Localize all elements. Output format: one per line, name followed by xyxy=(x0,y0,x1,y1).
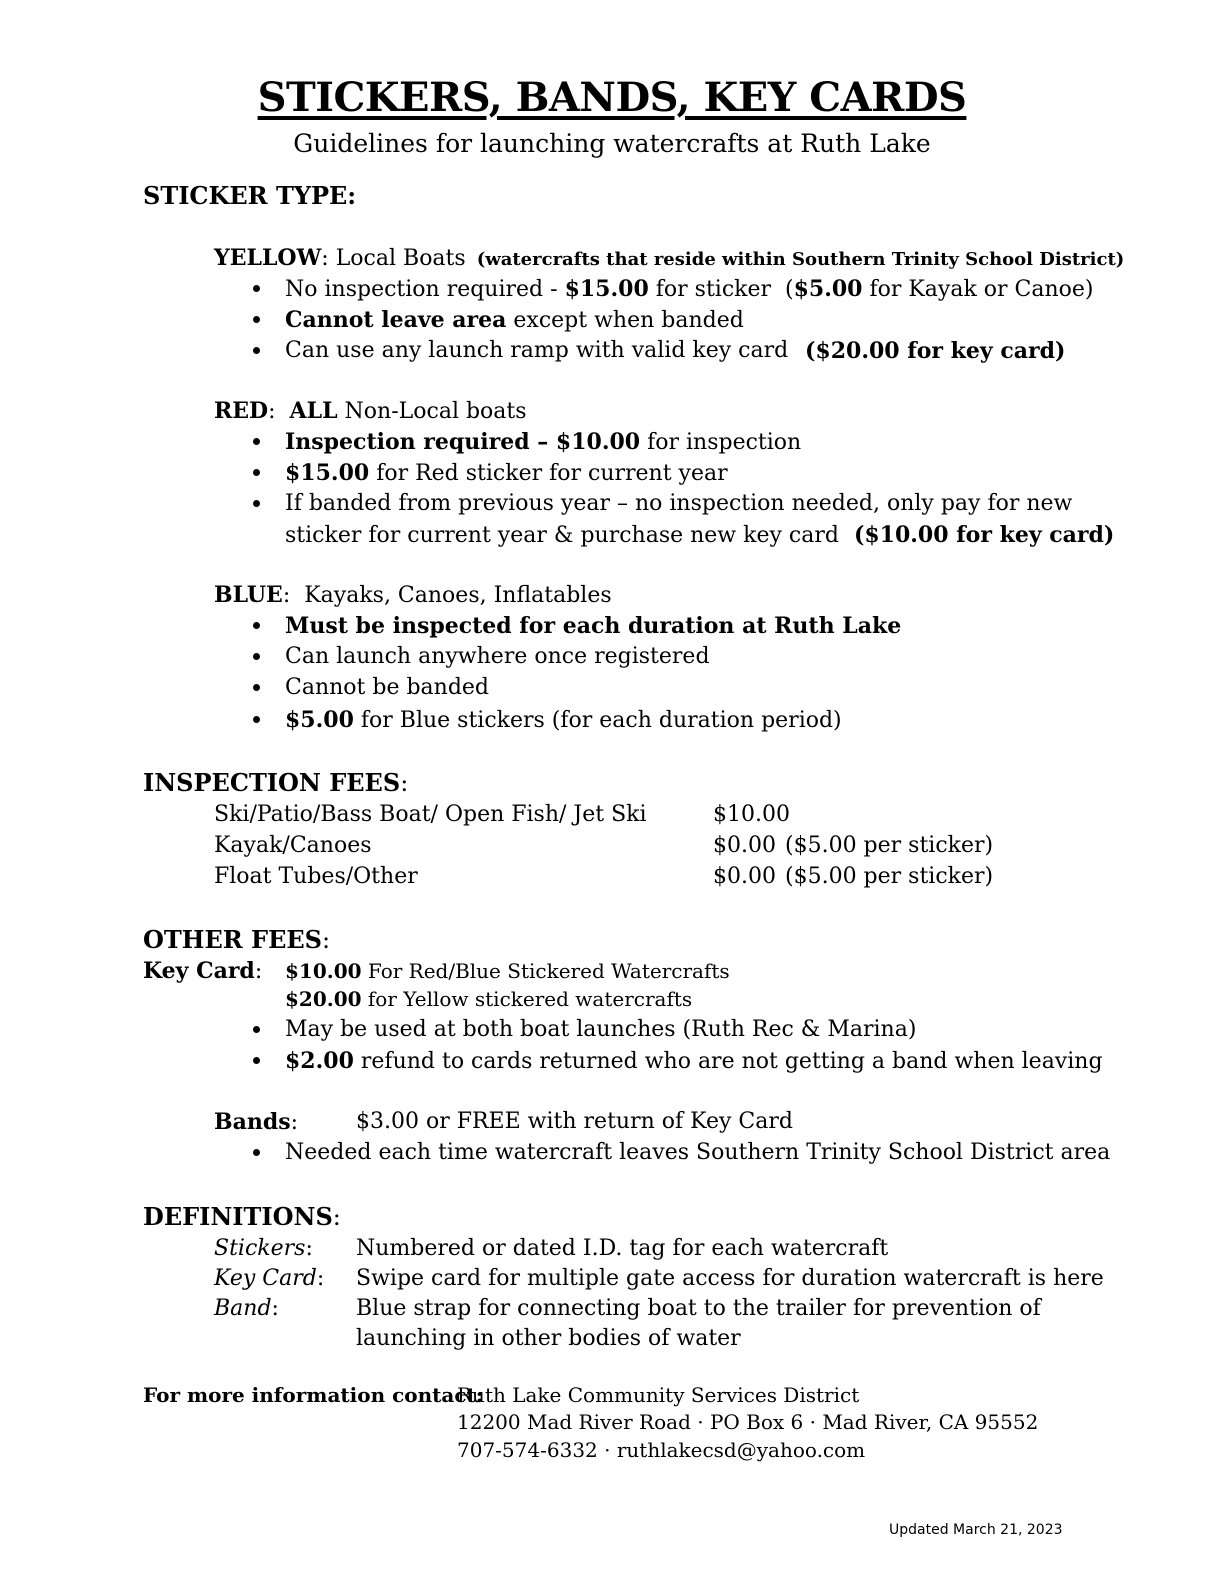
other-fees-heading-text: OTHER FEES xyxy=(143,925,322,954)
yellow-kayak-price: $5.00 xyxy=(793,276,863,302)
blue-bullet-1: Must be inspected for each duration at Ruth Lake xyxy=(285,613,902,639)
bullet-icon xyxy=(253,1149,260,1156)
inspection-item-2: Kayak/Canoes xyxy=(214,833,372,858)
definition-band-line2: launching in other bodies of water xyxy=(356,1326,741,1351)
bullet-icon xyxy=(253,438,260,445)
definitions-heading: DEFINITIONS: xyxy=(143,1202,341,1231)
inspection-note-2: ($5.00 per sticker) xyxy=(785,833,994,858)
yellow-b2-rest: except when banded xyxy=(506,308,744,333)
definition-key-card: Swipe card for multiple gate access for duration watercraft is here xyxy=(356,1266,1104,1291)
inspection-item-3: Float Tubes/Other xyxy=(214,864,418,889)
blue-b4-price: $5.00 xyxy=(285,707,354,733)
yellow-b1-text2: for sticker xyxy=(648,277,772,302)
red-b1-rest: for inspection xyxy=(640,430,802,455)
red-b3-text: sticker for current year & purchase new key card xyxy=(285,523,846,548)
bullet-icon xyxy=(253,716,260,723)
definition-stickers: Numbered or dated I.D. tag for each watercraft xyxy=(356,1236,889,1261)
bullet-icon xyxy=(253,653,260,660)
updated-date: Updated March 21, 2023 xyxy=(889,1522,1063,1538)
yellow-bullet-3: Can use any launch ramp with valid key card xyxy=(285,338,789,363)
sticker-type-heading: STICKER TYPE: xyxy=(143,181,357,210)
contact-phone-email: 707-574-6332 · ruthlakecsd@yahoo.com xyxy=(457,1438,866,1462)
inspection-fees-heading-text: INSPECTION FEES xyxy=(143,768,401,797)
red-colon: : xyxy=(268,399,290,424)
key-card-bullet-2 xyxy=(285,1050,1103,1073)
yellow-label: YELLOW xyxy=(214,245,322,271)
definition-term-key-card: Key Card: xyxy=(214,1266,325,1291)
yellow-kayak-note xyxy=(785,278,1094,301)
bands-label: Bands: xyxy=(214,1109,299,1135)
key-card-refund-price: $2.00 xyxy=(285,1048,354,1074)
yellow-bullet-1 xyxy=(285,278,771,301)
inspection-note-3: ($5.00 per sticker) xyxy=(785,864,994,889)
blue-b4-rest: for Blue stickers (for each duration period) xyxy=(353,708,842,733)
page-subtitle: Guidelines for launching watercrafts at Ruth Lake xyxy=(293,129,931,158)
red-b3-price: ($10.00 for key card) xyxy=(853,522,1115,548)
key-card-label: Key Card: xyxy=(143,958,263,984)
bullet-icon xyxy=(253,285,260,292)
definition-term-stickers: Stickers: xyxy=(214,1236,313,1261)
key-card-fee-1-text: For Red/Blue Stickered Watercrafts xyxy=(361,959,730,983)
bullet-icon xyxy=(253,347,260,354)
bands-bullet-1: Needed each time watercraft leaves Southern Trinity School District area xyxy=(285,1140,1111,1165)
contact-label: For more information contact: xyxy=(143,1383,484,1407)
key-card-label-text: Key Card xyxy=(143,958,255,984)
other-fees-heading: OTHER FEES: xyxy=(143,925,331,954)
inspection-item-1: Ski/Patio/Bass Boat/ Open Fish/ Jet Ski xyxy=(214,802,647,827)
yellow-b1-price: $15.00 xyxy=(564,276,649,302)
bullet-icon xyxy=(253,1026,260,1033)
inspection-fees-heading: INSPECTION FEES: xyxy=(143,768,409,797)
red-desc: Non-Local boats xyxy=(337,399,527,424)
yellow-bullet-2 xyxy=(285,309,744,332)
yellow-b1-text: No inspection required - xyxy=(285,277,565,302)
inspection-fee-3: $0.00 xyxy=(713,864,776,889)
page-title: STICKERS, BANDS, KEY CARDS xyxy=(257,74,967,121)
bands-value: $3.00 or FREE with return of Key Card xyxy=(356,1109,793,1134)
red-b2-price: $15.00 xyxy=(285,460,370,486)
key-card-refund-text: refund to cards returned who are not getting a band when leaving xyxy=(353,1049,1103,1074)
red-b1-bold: Inspection required – $10.00 xyxy=(285,429,641,455)
red-bullet-3-line1: If banded from previous year – no inspection needed, only pay for new xyxy=(285,491,1073,516)
key-card-fee-2-price: $20.00 xyxy=(285,987,362,1011)
definition-band: Blue strap for connecting boat to the trailer for prevention of xyxy=(356,1296,1041,1321)
term-stickers: Stickers xyxy=(214,1236,306,1261)
red-bullet-3-line2 xyxy=(285,524,1114,547)
red-bullet-2 xyxy=(285,462,728,485)
key-card-fee-1 xyxy=(285,961,730,981)
yellow-kayak-rest: for Kayak or Canoe) xyxy=(862,277,1094,302)
contact-org: Ruth Lake Community Services District xyxy=(457,1383,860,1407)
key-card-fee-2-text: for Yellow stickered watercrafts xyxy=(361,987,693,1011)
red-bullet-1 xyxy=(285,431,801,454)
term-key-card: Key Card xyxy=(214,1266,317,1291)
bullet-icon xyxy=(253,316,260,323)
definitions-heading-text: DEFINITIONS xyxy=(143,1202,333,1231)
bullet-icon xyxy=(253,469,260,476)
red-b2-rest: for Red sticker for current year xyxy=(369,461,728,486)
blue-label: BLUE xyxy=(214,582,283,608)
key-card-fee-2 xyxy=(285,989,692,1009)
bullet-icon xyxy=(253,684,260,691)
blue-bullet-3: Cannot be banded xyxy=(285,675,490,700)
red-label: RED xyxy=(214,398,269,424)
blue-bullet-2: Can launch anywhere once registered xyxy=(285,644,710,669)
yellow-b2-bold: Cannot leave area xyxy=(285,307,507,333)
yellow-keycard-price: ($20.00 for key card) xyxy=(805,338,1066,364)
yellow-note: (watercrafts that reside within Southern Trinity School District) xyxy=(476,249,1125,270)
yellow-desc: : Local Boats xyxy=(321,246,466,271)
bands-label-text: Bands xyxy=(214,1109,291,1135)
bullet-icon xyxy=(253,622,260,629)
bullet-icon xyxy=(253,500,260,507)
key-card-bullet-1: May be used at both boat launches (Ruth Rec & Marina) xyxy=(285,1017,917,1042)
blue-desc: : Kayaks, Canoes, Inflatables xyxy=(282,583,612,608)
key-card-fee-1-price: $10.00 xyxy=(285,959,362,983)
blue-bullet-4 xyxy=(285,709,842,732)
yellow-kayak-open: ( xyxy=(785,277,794,302)
definition-term-band: Band: xyxy=(214,1296,279,1321)
term-band: Band xyxy=(214,1296,272,1321)
bullet-icon xyxy=(253,1057,260,1064)
inspection-fee-2: $0.00 xyxy=(713,833,776,858)
contact-address: 12200 Mad River Road · PO Box 6 · Mad River, CA 95552 xyxy=(457,1410,1039,1434)
inspection-fee-1: $10.00 xyxy=(713,802,790,827)
yellow-line xyxy=(214,247,1124,270)
red-all: ALL xyxy=(289,398,338,424)
red-line xyxy=(214,400,527,423)
blue-line xyxy=(214,584,612,607)
